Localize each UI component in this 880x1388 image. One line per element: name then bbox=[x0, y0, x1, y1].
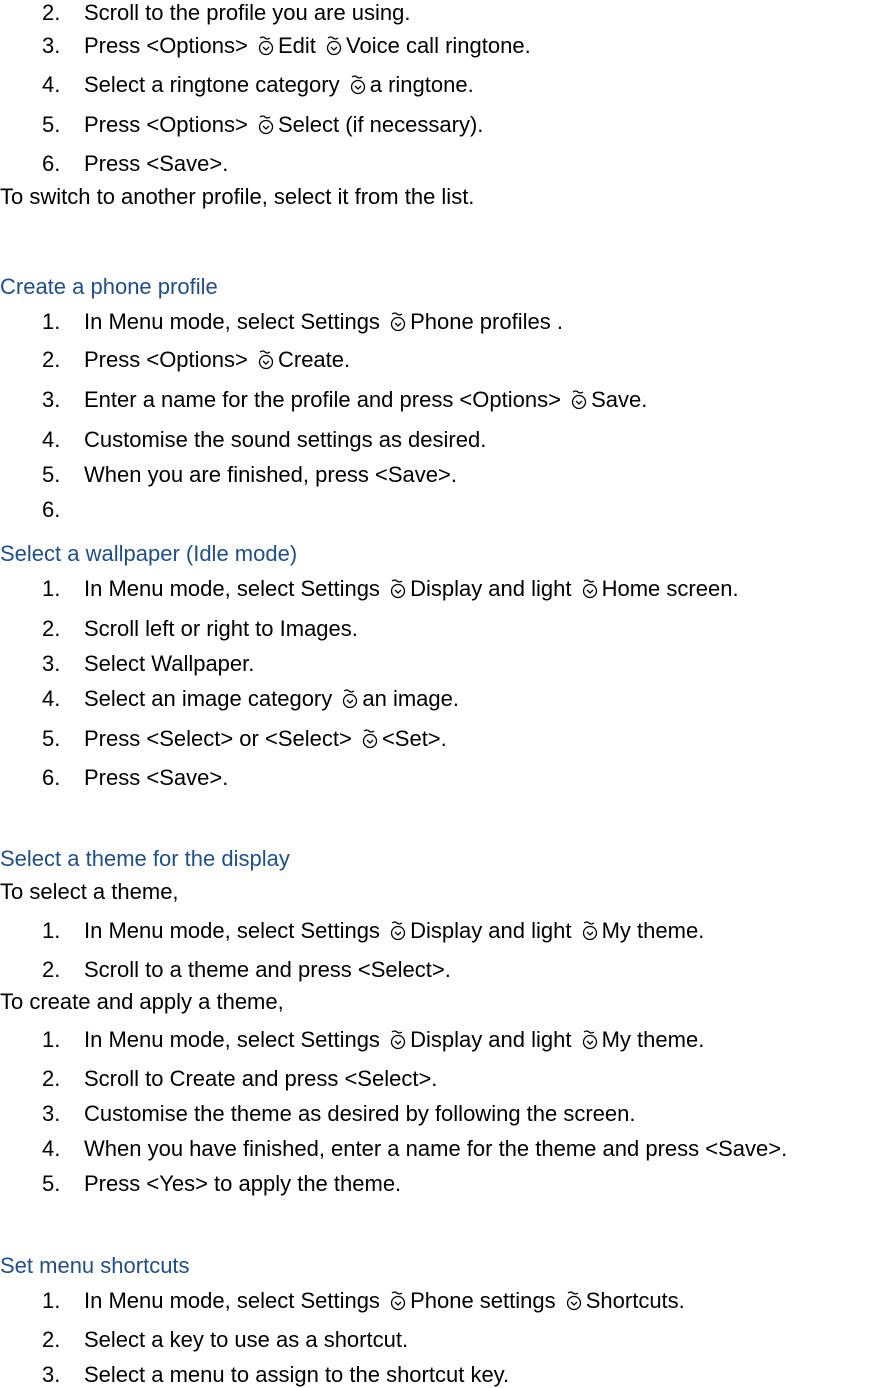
line-text: Customise the theme as desired by following the screen. bbox=[84, 1101, 636, 1126]
line-text: In Menu mode, select Settings bbox=[84, 918, 387, 943]
line-text: When you have finished, enter a name for the theme and press <Save>. bbox=[84, 1136, 788, 1161]
step-item bbox=[42, 1027, 704, 1053]
paragraph-text bbox=[0, 879, 179, 905]
line-text: Shortcuts. bbox=[585, 1288, 685, 1313]
step-item bbox=[42, 427, 486, 453]
step-number: 1. bbox=[42, 576, 61, 601]
step-item bbox=[42, 1101, 636, 1127]
line-text: Press <Options> bbox=[84, 347, 254, 372]
step-number: 4. bbox=[42, 686, 61, 711]
line-text: My theme. bbox=[601, 918, 705, 943]
line-text: Select an image category bbox=[84, 686, 339, 711]
line-text: Select a theme for the display bbox=[0, 846, 290, 871]
line-text: Display and light bbox=[410, 1027, 578, 1052]
step-item bbox=[42, 1066, 437, 1092]
line-text: Home screen. bbox=[601, 576, 739, 601]
line-text: Customise the sound settings as desired. bbox=[84, 427, 487, 452]
step-number: 2. bbox=[42, 1327, 61, 1352]
step-number: 6. bbox=[42, 497, 61, 522]
step-item bbox=[42, 1171, 401, 1197]
line-text: Select a ringtone category bbox=[84, 72, 346, 97]
step-item bbox=[42, 686, 459, 712]
line-text: In Menu mode, select Settings bbox=[84, 309, 387, 334]
section-heading bbox=[0, 1253, 190, 1279]
step-item bbox=[42, 0, 411, 26]
line-text: a ringtone. bbox=[369, 72, 474, 97]
step-number: 6. bbox=[42, 151, 61, 176]
paragraph-text bbox=[0, 989, 284, 1015]
line-text: Press <Save>. bbox=[84, 765, 229, 790]
step-number: 2. bbox=[42, 616, 61, 641]
menu-arrow-icon bbox=[581, 921, 599, 941]
line-text: Create a phone profile bbox=[0, 274, 218, 299]
section-heading bbox=[0, 541, 297, 567]
step-number: 5. bbox=[42, 726, 61, 751]
line-text: In Menu mode, select Settings bbox=[84, 1027, 387, 1052]
line-text: Display and light bbox=[410, 918, 578, 943]
step-number: 4. bbox=[42, 427, 61, 452]
step-item bbox=[42, 957, 451, 983]
line-text: My theme. bbox=[601, 1027, 705, 1052]
step-number: 3. bbox=[42, 1362, 61, 1387]
step-item bbox=[42, 726, 447, 752]
step-number: 2. bbox=[42, 1066, 61, 1091]
step-number: 3. bbox=[42, 1101, 61, 1126]
step-item bbox=[42, 1362, 509, 1388]
line-text: Display and light bbox=[410, 576, 578, 601]
step-number: 1. bbox=[42, 918, 61, 943]
step-item bbox=[42, 651, 254, 677]
step-item bbox=[42, 1136, 787, 1162]
line-text: Phone settings bbox=[410, 1288, 562, 1313]
line-text: Select a wallpaper (Idle mode) bbox=[0, 541, 298, 566]
step-item bbox=[42, 347, 350, 373]
step-item bbox=[42, 576, 739, 602]
step-number: 5. bbox=[42, 112, 61, 137]
line-text: Select a menu to assign to the shortcut key. bbox=[84, 1362, 510, 1387]
step-number: 6. bbox=[42, 765, 61, 790]
step-item bbox=[42, 387, 647, 413]
step-item bbox=[42, 616, 358, 642]
line-text: Phone profiles . bbox=[410, 309, 563, 334]
line-text: Scroll to Create and press <Select>. bbox=[84, 1066, 438, 1091]
menu-arrow-icon bbox=[570, 390, 588, 410]
step-number: 1. bbox=[42, 1288, 61, 1313]
step-item bbox=[42, 497, 84, 523]
line-text: When you are finished, press <Save>. bbox=[84, 462, 457, 487]
line-text: Select a key to use as a shortcut. bbox=[84, 1327, 409, 1352]
line-text: Create. bbox=[277, 347, 351, 372]
menu-arrow-icon bbox=[361, 729, 379, 749]
step-number: 3. bbox=[42, 33, 61, 58]
line-text: Press <Options> bbox=[84, 33, 254, 58]
step-number: 5. bbox=[42, 1171, 61, 1196]
step-item bbox=[42, 1288, 685, 1314]
step-number: 3. bbox=[42, 651, 61, 676]
line-text: Scroll left or right to Images. bbox=[84, 616, 358, 641]
step-item bbox=[42, 33, 531, 59]
line-text: Edit bbox=[277, 33, 323, 58]
step-item bbox=[42, 462, 457, 488]
menu-arrow-icon bbox=[341, 689, 359, 709]
line-text: Press <Options> bbox=[84, 112, 254, 137]
line-text: <Set>. bbox=[381, 726, 447, 751]
line-text: In Menu mode, select Settings bbox=[84, 576, 387, 601]
step-number: 2. bbox=[42, 957, 61, 982]
step-number: 2. bbox=[42, 347, 61, 372]
menu-arrow-icon bbox=[389, 1291, 407, 1311]
line-text: To select a theme, bbox=[0, 879, 179, 904]
line-text: To switch to another profile, select it from the list. bbox=[0, 184, 475, 209]
step-number: 5. bbox=[42, 462, 61, 487]
step-number: 1. bbox=[42, 1027, 61, 1052]
line-text: In Menu mode, select Settings bbox=[84, 1288, 387, 1313]
step-item bbox=[42, 765, 228, 791]
line-text: Press <Select> or <Select> bbox=[84, 726, 358, 751]
menu-arrow-icon bbox=[257, 350, 275, 370]
menu-arrow-icon bbox=[581, 1030, 599, 1050]
menu-arrow-icon bbox=[325, 36, 343, 56]
line-text: Select (if necessary). bbox=[277, 112, 484, 137]
step-number: 4. bbox=[42, 72, 61, 97]
line-text: Scroll to the profile you are using. bbox=[84, 0, 411, 25]
line-text: Press <Save>. bbox=[84, 151, 229, 176]
line-text: Save. bbox=[591, 387, 648, 412]
line-text: Voice call ringtone. bbox=[346, 33, 531, 58]
line-text: Scroll to a theme and press <Select>. bbox=[84, 957, 451, 982]
step-number: 3. bbox=[42, 387, 61, 412]
menu-arrow-icon bbox=[389, 579, 407, 599]
paragraph-text bbox=[0, 184, 474, 210]
step-item bbox=[42, 1327, 408, 1353]
step-item bbox=[42, 918, 704, 944]
step-item bbox=[42, 151, 228, 177]
section-heading bbox=[0, 846, 290, 872]
menu-arrow-icon bbox=[349, 75, 367, 95]
step-item bbox=[42, 72, 474, 98]
menu-arrow-icon bbox=[257, 36, 275, 56]
line-text: Set menu shortcuts bbox=[0, 1253, 190, 1278]
menu-arrow-icon bbox=[389, 312, 407, 332]
line-text: an image. bbox=[362, 686, 459, 711]
line-text: Select Wallpaper. bbox=[84, 651, 255, 676]
section-heading bbox=[0, 274, 218, 300]
line-text: Press <Yes> to apply the theme. bbox=[84, 1171, 402, 1196]
menu-arrow-icon bbox=[257, 115, 275, 135]
menu-arrow-icon bbox=[565, 1291, 583, 1311]
line-text: To create and apply a theme, bbox=[0, 989, 284, 1014]
menu-arrow-icon bbox=[389, 1030, 407, 1050]
step-item bbox=[42, 112, 483, 138]
step-item bbox=[42, 309, 563, 335]
line-text: Enter a name for the profile and press <Options> bbox=[84, 387, 568, 412]
step-number: 1. bbox=[42, 309, 61, 334]
step-number: 2. bbox=[42, 0, 61, 25]
step-number: 4. bbox=[42, 1136, 61, 1161]
menu-arrow-icon bbox=[581, 579, 599, 599]
menu-arrow-icon bbox=[389, 921, 407, 941]
